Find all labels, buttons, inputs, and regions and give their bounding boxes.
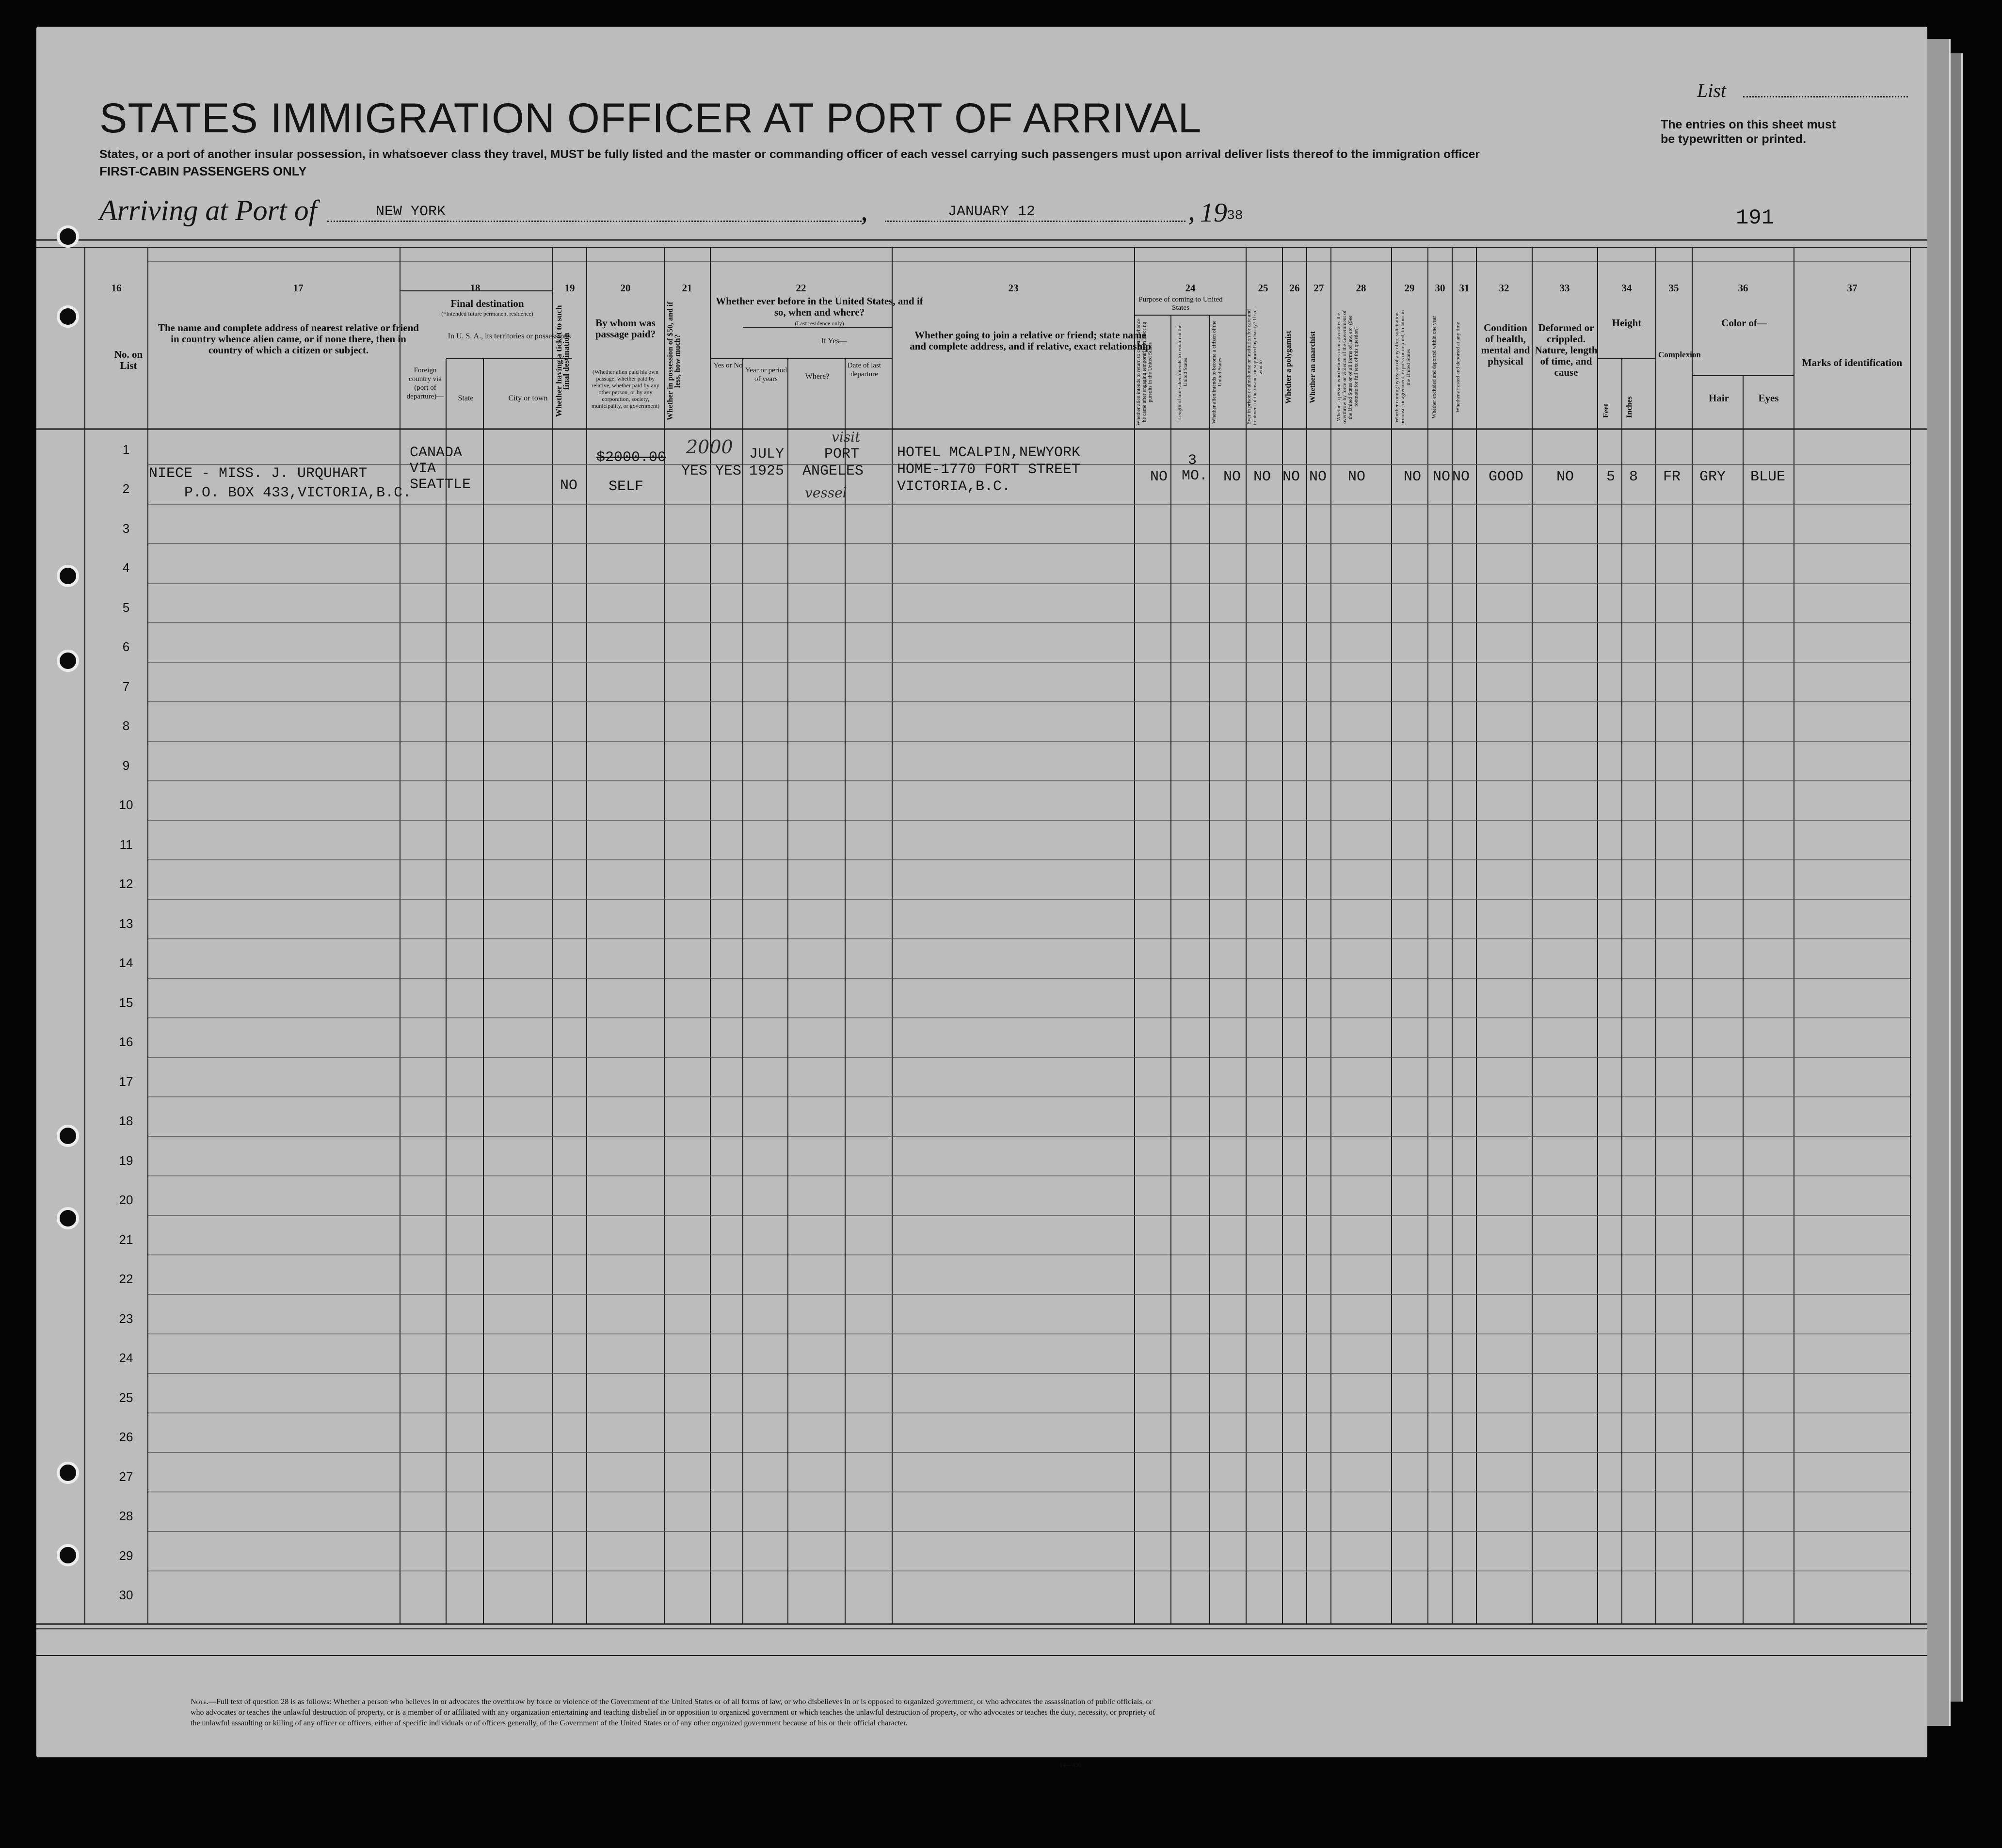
header-c36-title: Color of— <box>1721 317 1767 329</box>
column-number: 36 <box>1738 282 1748 294</box>
header-c24-c: Whether alien intends to become a citizen of the United States <box>1211 320 1223 424</box>
cell-length-b: MO. <box>1182 468 1208 484</box>
row-number: 4 <box>122 560 130 575</box>
cell-foreign-line1: CANADA <box>410 445 463 461</box>
header-c24-b: Length of time alien intends to remain in the United States <box>1177 324 1188 420</box>
row-number: 25 <box>119 1390 133 1405</box>
header-c36-hair: Hair <box>1709 392 1729 404</box>
cell-join-line1: HOTEL MCALPIN,NEWYORK <box>897 445 1081 461</box>
row-number: 8 <box>122 718 130 733</box>
cell-complexion: FR <box>1663 469 1681 485</box>
binder-hole <box>57 650 79 672</box>
cell-money-hand: 2000 <box>686 436 733 458</box>
footnote <box>191 1697 1155 1729</box>
year-prefix: 19 <box>1200 198 1227 228</box>
row-number: 9 <box>122 758 130 773</box>
header-c20-sub: (Whether alien paid his own passage, whether paid by relative, whether paid by any other person, or by any corporation, society, municipality, or government) <box>591 368 660 409</box>
cell-before-year1: JULY <box>749 446 785 462</box>
column-number: 32 <box>1499 282 1509 294</box>
cell-labor: NO <box>1404 469 1422 485</box>
column-number: 34 <box>1621 282 1632 294</box>
header-c33: Deformed or crippled. Nature, length of time, and cause <box>1535 322 1598 378</box>
row-number: 18 <box>119 1114 133 1128</box>
column-number: 19 <box>564 282 575 294</box>
manifest-sheet: STATES IMMIGRATION OFFICER AT PORT OF ARRIVAL List The entries on this sheet must be typewritten or printed. States, or a port of another insular possession, in whatsoever class they travel, MUST be fully listed and the master or commanding officer of each vessel carrying such passengers must upon arrival deliver lists thereof to the immigration officer FIRST-CABIN PASSENGERS ONLY Arriving at Port of NEW YORK , JANUARY 12 , 19 38 191 16 17 18 19 20 21 22 23 24 25 26 27 28 29 30 31 32 33 34 35 36 37 No. on List The name and complete address of nearest relative or friend in country whence alien came, or if none there, then in country of which a citizen or subject. Final destination (*Intended future permanent residence) Foreign country via (port of departure)— In U. S. A., its territories or possessions State City or town Whether having a ticket to such final destination By whom was passage paid? (Whether alien paid his own passage, whether paid by relative, whether paid by any other person, or by any corporation, society, municipality, or government) Whether in possession of $50, and if less, how much? Whether ever before in the United States, and if so, when and where? (Last residence only) If Yes— Yes or No Year or period of years Where? Date of last departure Whether going to join a relative or friend; state name and complete address, and if relative, exact relationship Purpose of coming to United States Whether alien intends to return to country whence he came after engaging temporarily in laboring pursuits in the United States Length of time alien intends to remain in the United States Whether alien intends to become a citizen of the United States Ever in prison or almshouse or institution for care and treatment of the insane, or supported by charity? If so, which? Whether a polygamist Whether an anarchist Whether a person who believes in or advocates the overthrow by force or violence of the Government of the United States or of all forms of law, etc. (See footnote for full text of this question) Whether coming by reason of any offer, solicitation, promise, or agreement, express or implied, to labor in the United States Whether excluded and deported within one year Whether arrested and deported at any time Condition of health, mental and physical Deformed or crippled. Nature, length of time, and cause Height Feet Inches Complexion Color of— Hair Eyes Marks of identification 1 2 3 4 5 6 7 8 9 10 11 12 13 14 15 16 17 18 19 20 21 22 23 24 25 26 27 28 29 30 NIECE - MISS. J. URQUHART P.O. BOX 433,VICTORIA,B.C. CANADA VIA SEATTLE NO $2000.00 2000 SELF YES YES JULY 1925 PORT ANGELES visit vessel HOTEL MCALPIN,NEWYORK HOME-1770 FORT STREET VICTORIA,B.C. NO 3 MO. NO NO NO NO NO NO NO NO GOOD NO 5 8 FR GRY BLUE Note.—Full text of question 28 is as follows: Whether a person who believes in or advocates the overthrow by force or violence of the Government of the United States or of all forms of law, or who disbelieves in or is opposed to organized government, or who advocates the assassination of public officials, or who advocates or teaches the unlawful destruction of property, or is a member of or affiliated with any organization entertaining and teaching disbelief in or opposition to organized government or which teaches the unlawful destruction of property, or who advocates or teaches the duty, necessity, or propriety of the unlawful assaulting or killing of any officer or officers, either of specific individuals or of officers generally, of the Government of the United States or of any other organized government because of his or their official character. 14—430 <box>36 27 1927 1757</box>
port-value: NEW YORK <box>376 204 446 220</box>
cell-foreign-line3: SEATTLE <box>410 477 471 493</box>
cell-deformed: NO <box>1556 469 1574 485</box>
row-number: 24 <box>119 1351 133 1365</box>
cell-health: GOOD <box>1489 469 1524 485</box>
binder-hole <box>57 1544 79 1566</box>
row-number: 19 <box>119 1153 133 1168</box>
header-c18-usa: In U. S. A., its territories or possessions <box>448 332 571 340</box>
header-c18-sub: (*Intended future permanent residence) <box>441 310 533 317</box>
row-number: 17 <box>119 1074 133 1089</box>
column-number: 31 <box>1459 282 1470 294</box>
header-c23: Whether going to join a relative or friend; state name and complete address, and if relative, exact relationship <box>910 329 1151 352</box>
header-c35: Complexion <box>1658 350 1701 359</box>
row-number: 1 <box>122 442 130 457</box>
arriving-label: Arriving at Port of <box>99 194 317 226</box>
cell-arrested: NO <box>1452 469 1470 485</box>
cell-money-typed: $2000.00 <box>596 449 667 466</box>
cell-passage: SELF <box>609 478 644 495</box>
header-c26: Whether a polygamist <box>1284 331 1293 404</box>
row-number: 2 <box>122 481 130 496</box>
column-number: 20 <box>620 282 631 294</box>
row-number: 13 <box>119 916 133 931</box>
binder-hole <box>57 1125 79 1147</box>
cell-hair: GRY <box>1699 469 1726 485</box>
subtitle-line1: States, or a port of another insular possession, in whatsoever class they travel, MUST be fully listed and the master or commanding officer of each vessel carrying such passengers must upon arrival deliver lists thereof to the immigration officer <box>99 148 1480 161</box>
header-c30: Whether excluded and deported within one year <box>1431 316 1437 419</box>
header-c28: Whether a person who believes in or advocates the overthrow by force or violence of the Government of the United States or of all forms of law, etc. (See footnote for full text of this question) <box>1336 310 1359 424</box>
header-c18-state: State <box>458 394 474 402</box>
row-number: 29 <box>119 1548 133 1563</box>
year-suffix: 38 <box>1227 208 1243 223</box>
column-number: 22 <box>796 282 806 294</box>
header-c32: Condition of health, mental and physical <box>1481 322 1530 367</box>
cell-prison: NO <box>1253 469 1271 485</box>
header-c22-ifyes: If Yes— <box>821 337 847 345</box>
cell-join-line3: VICTORIA,B.C. <box>897 478 1011 495</box>
cell-polygamist: NO <box>1282 469 1300 485</box>
header-c24-a: Whether alien intends to return to country whence he came after engaging temporarily in laboring pursuits in the United States <box>1136 319 1153 426</box>
cell-anarchist: NO <box>1309 469 1327 485</box>
header-c17: The name and complete address of nearest relative or friend in country whence alien came, or if none there, then in country of which a citizen or subject. <box>158 322 419 356</box>
header-c22-date: Date of last departure <box>847 362 881 378</box>
column-number: 16 <box>111 282 122 294</box>
header-c22-sub: (Last residence only) <box>795 320 844 327</box>
cell-before-year2: 1925 <box>749 463 785 479</box>
cell-inches: 8 <box>1629 469 1638 485</box>
column-number: 28 <box>1356 282 1366 294</box>
cell-join-line2: HOME-1770 FORT STREET <box>897 462 1081 478</box>
header-c25: Ever in prison or almshouse or institution for care and treatment of the insane, or supported by charity? If so, which? <box>1246 309 1264 425</box>
list-label: List <box>1697 80 1727 101</box>
column-number: 23 <box>1008 282 1019 294</box>
cell-before-where1: PORT <box>824 446 860 462</box>
cell-hand-visit: visit <box>832 429 861 445</box>
note-text: —Full text of question 28 is as follows: Whether a person who believes in or advocates the overthrow by force or violence of the Government of the United States or of all forms of law, or who disbelieves in or is opposed to organized government, or who advocates the assassination of public officials, or who advocates or teaches the unlawful destruction of property, or is a member of or affiliated with any organization entertaining and teaching disbelief in or opposition to organized government or which teaches the unlawful destruction of property, or who advocates or teaches the duty, necessity, or propriety of the unlawful assaulting or killing of any officer or officers, either of specific individuals or of officers generally, of the Government of the United States or of any other organized government because of his or their official character. <box>191 1698 1155 1727</box>
column-number: 17 <box>293 282 304 294</box>
cell-ticket: NO <box>560 478 578 494</box>
row-number: 20 <box>119 1193 133 1207</box>
binder-hole <box>57 305 79 328</box>
row-number: 6 <box>122 639 130 654</box>
column-number: 35 <box>1668 282 1679 294</box>
binder-hole <box>57 1207 79 1229</box>
subtitle-line2: FIRST-CABIN PASSENGERS ONLY <box>99 164 307 178</box>
cell-overthrow: NO <box>1348 469 1366 485</box>
cell-foreign-line2: VIA <box>410 461 436 477</box>
column-number: 26 <box>1289 282 1300 294</box>
row-number: 15 <box>119 995 133 1010</box>
row-number: 22 <box>119 1272 133 1286</box>
cell-possession: YES <box>681 463 708 479</box>
column-number: 25 <box>1258 282 1268 294</box>
header-c22-year: Year or period of years <box>745 366 787 383</box>
column-number: 27 <box>1313 282 1324 294</box>
cell-relative-line1: NIECE - MISS. J. URQUHART <box>149 465 368 482</box>
header-c18-title: Final destination <box>450 298 524 309</box>
cell-return: NO <box>1150 469 1168 485</box>
table-grid <box>36 27 1927 1757</box>
header-c22-yesno: Yes or No <box>713 362 743 369</box>
row-number: 12 <box>119 876 133 891</box>
cell-hand-vessel: vessel <box>805 485 847 501</box>
column-number: 33 <box>1559 282 1570 294</box>
header-c20-title: By whom was passage paid? <box>595 317 656 340</box>
row-number: 3 <box>122 521 130 536</box>
column-number: 37 <box>1847 282 1858 294</box>
header-c37: Marks of identification <box>1802 357 1903 368</box>
row-number: 7 <box>122 679 130 694</box>
header-c27: Whether an anarchist <box>1309 331 1317 403</box>
row-number: 11 <box>119 837 133 852</box>
date-value: JANUARY 12 <box>948 204 1036 220</box>
page-title: STATES IMMIGRATION OFFICER AT PORT OF ARRIVAL <box>99 95 1202 142</box>
binder-hole <box>57 1462 79 1484</box>
column-number: 21 <box>682 282 692 294</box>
page-number: 191 <box>1736 206 1775 230</box>
header-c19: Whether having a ticket to such final destination <box>554 305 571 417</box>
header-c31: Whether arrested and deported at any time <box>1455 322 1461 413</box>
row-number: 5 <box>122 600 130 615</box>
header-c21: Whether in possession of $50, and if less, how much? <box>666 302 682 421</box>
row-number: 21 <box>119 1232 133 1247</box>
column-number: 29 <box>1404 282 1415 294</box>
header-c18-city: City or town <box>508 394 548 402</box>
binder-hole <box>57 225 79 248</box>
cell-relative-line2: P.O. BOX 433,VICTORIA,B.C. <box>184 485 412 501</box>
row-number: 26 <box>119 1430 133 1444</box>
typed-note-2: be typewritten or printed. <box>1661 132 1807 146</box>
binder-hole <box>57 565 79 587</box>
header-c34-feet: Feet <box>1602 403 1610 418</box>
column-number: 18 <box>470 282 480 294</box>
row-number: 16 <box>119 1035 133 1049</box>
header-c18-foreign: Foreign country via (port of departure)— <box>406 366 444 400</box>
header-c22-where: Where? <box>805 372 830 381</box>
form-number: 14—430 <box>1059 1761 1082 1768</box>
header-c34-title: Height <box>1612 317 1642 329</box>
column-number: 24 <box>1185 282 1196 294</box>
cell-before-where2: ANGELES <box>802 463 864 479</box>
cell-eyes: BLUE <box>1750 469 1786 485</box>
row-number: 10 <box>119 797 133 812</box>
cell-feet: 5 <box>1606 469 1616 485</box>
row-number: 14 <box>119 956 133 970</box>
header-c16: No. on List <box>114 349 143 371</box>
row-number: 27 <box>119 1469 133 1484</box>
cell-citizen: NO <box>1223 469 1241 485</box>
row-number: 28 <box>119 1509 133 1523</box>
cell-before-yesno: YES <box>715 463 742 479</box>
row-number: 30 <box>119 1588 133 1602</box>
cell-excluded: NO <box>1433 469 1451 485</box>
column-number: 30 <box>1435 282 1445 294</box>
note-label: Note. <box>191 1698 208 1706</box>
header-c24-title: Purpose of coming to United States <box>1138 296 1223 312</box>
header-c22-title: Whether ever before in the United States, and if so, when and where? <box>716 295 923 318</box>
row-number: 23 <box>119 1311 133 1326</box>
cell-length-a: 3 <box>1188 452 1197 469</box>
header-c29: Whether coming by reason of any offer, solicitation, promise, or agreement, express or implied, to labor in the United States <box>1394 310 1411 425</box>
header-c36-eyes: Eyes <box>1758 392 1779 404</box>
typed-note-1: The entries on this sheet must <box>1661 118 1836 131</box>
header-c34-inches: Inches <box>1625 396 1634 418</box>
